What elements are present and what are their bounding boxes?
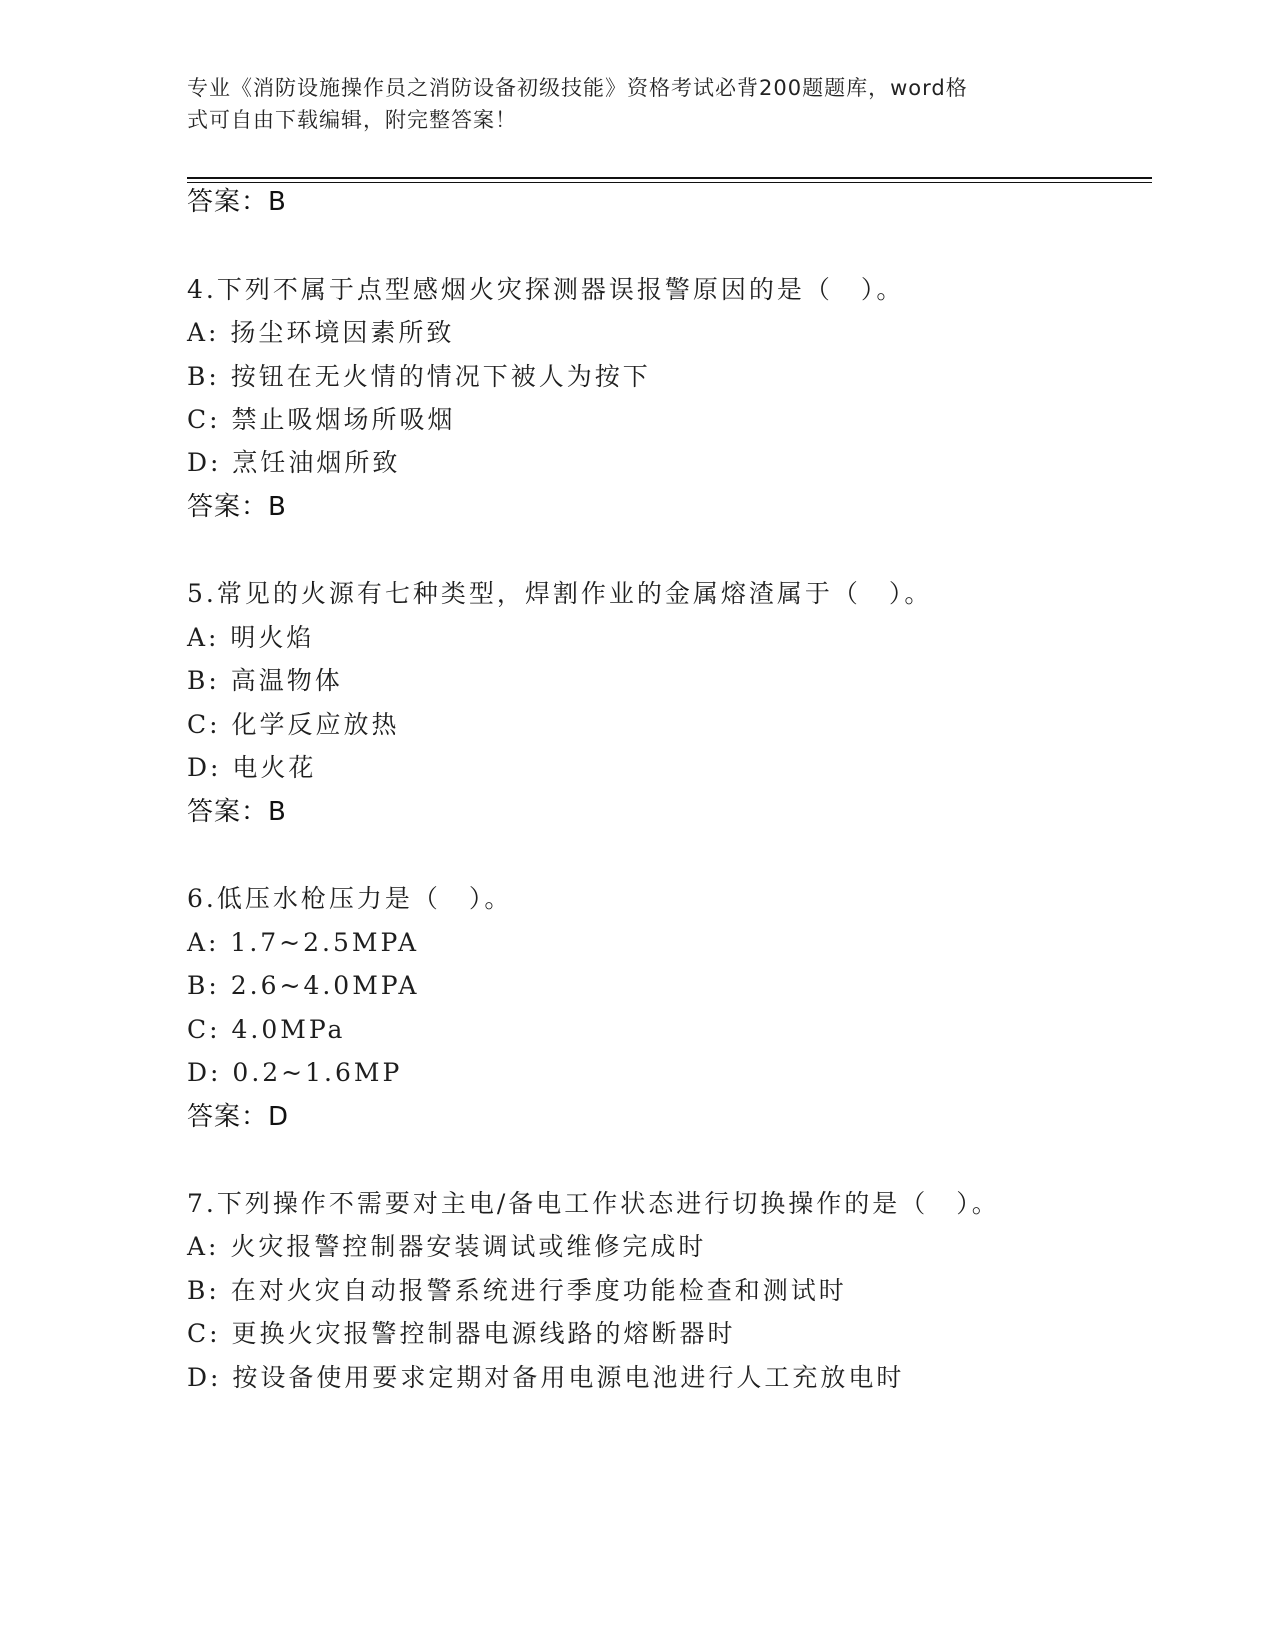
question-4-option-c: C: 禁止吸烟场所吸烟 xyxy=(187,405,456,434)
question-5-stem: 5.常见的火源有七种类型，焊割作业的金属熔渣属于（ ）。 xyxy=(187,579,933,608)
answer-q5: 答案：B xyxy=(187,797,287,827)
question-4-option-d: D: 烹饪油烟所致 xyxy=(187,448,401,477)
question-6-stem: 6.低压水枪压力是（ ）。 xyxy=(187,884,513,913)
question-6-option-d: D: 0.2~1.6MP xyxy=(187,1058,403,1087)
question-7-option-c: C: 更换火灾报警控制器电源线路的熔断器时 xyxy=(187,1319,736,1348)
question-5-option-d: D: 电火花 xyxy=(187,753,317,782)
header-line-1: 专业《消防设施操作员之消防设备初级技能》资格考试必背200题题库，word格 xyxy=(187,76,968,100)
question-7-option-b: B: 在对火灾自动报警系统进行季度功能检查和测试时 xyxy=(187,1276,847,1305)
question-4-option-a: A: 扬尘环境因素所致 xyxy=(187,318,455,347)
question-7-option-a: A: 火灾报警控制器安装调试或维修完成时 xyxy=(187,1232,707,1261)
header-line-2: 式可自由下载编辑，附完整答案！ xyxy=(187,108,517,132)
header-divider-thick xyxy=(187,177,1152,179)
answer-q3: 答案：B xyxy=(187,187,287,217)
answer-q4: 答案：B xyxy=(187,492,287,522)
question-7-option-d: D: 按设备使用要求定期对备用电源电池进行人工充放电时 xyxy=(187,1363,905,1392)
question-5-option-a: A: 明火焰 xyxy=(187,623,315,652)
question-6-option-a: A: 1.7~2.5MPA xyxy=(187,928,420,957)
question-4-option-b: B: 按钮在无火情的情况下被人为按下 xyxy=(187,362,651,391)
question-6-option-b: B: 2.6~4.0MPA xyxy=(187,971,420,1000)
header-divider-thin xyxy=(187,182,1152,183)
question-6-option-c: C: 4.0MPa xyxy=(187,1015,346,1044)
question-4-stem: 4.下列不属于点型感烟火灾探测器误报警原因的是（ ）。 xyxy=(187,275,905,304)
question-7-stem: 7.下列操作不需要对主电/备电工作状态进行切换操作的是（ ）。 xyxy=(187,1189,1000,1218)
question-5-option-b: B: 高温物体 xyxy=(187,666,343,695)
question-5-option-c: C: 化学反应放热 xyxy=(187,710,400,739)
document-header xyxy=(187,72,1067,136)
answer-q6: 答案：D xyxy=(187,1102,290,1132)
